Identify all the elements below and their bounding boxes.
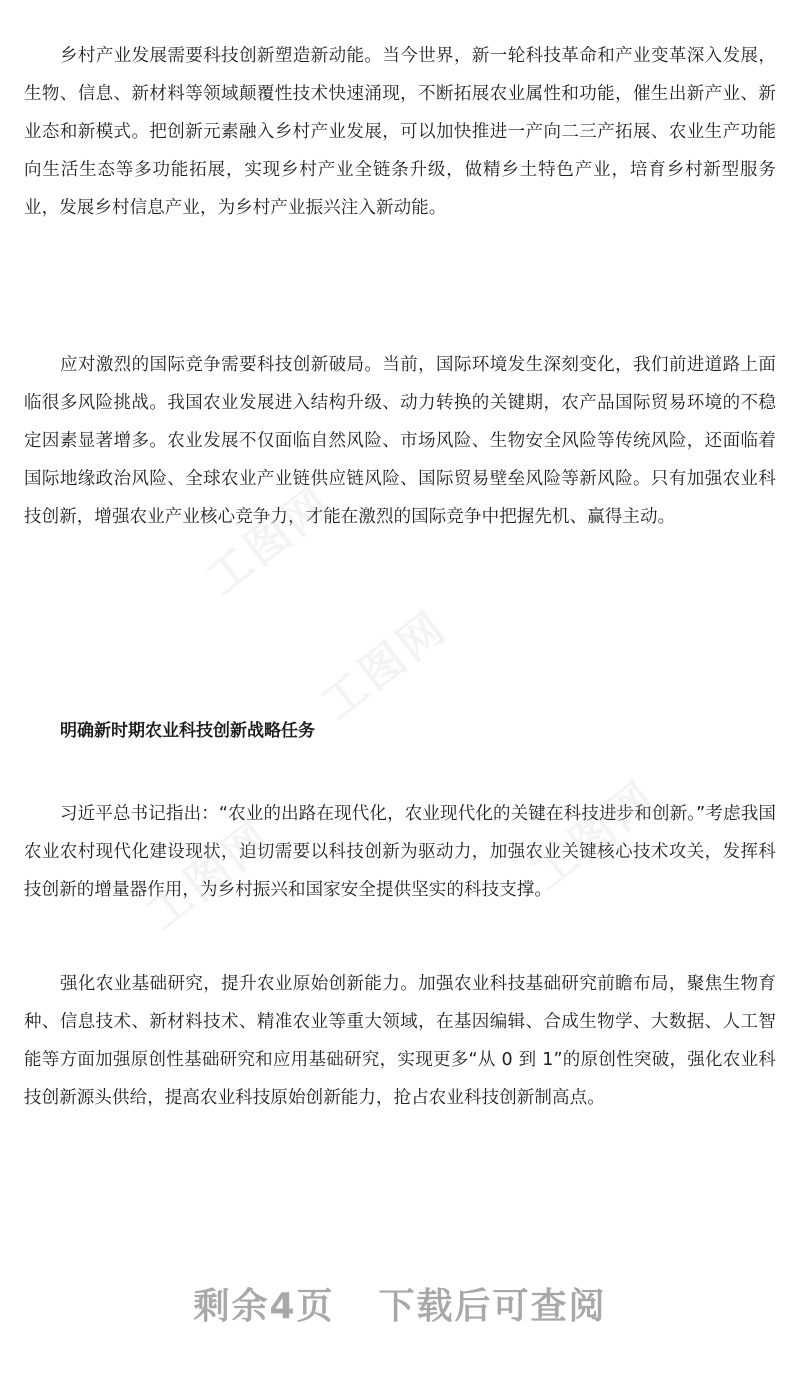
remaining-pages-label[interactable]: 剩余4页: [193, 1286, 335, 1327]
paragraph-international-competition: 应对激烈的国际竞争需要科技创新破局。当前，国际环境发生深刻变化，我们前进道路上面临很多风险挑战。我国农业发展进入结构升级、动力转换的关键期，农产品国际贸易环境的不稳定因素显著增多。农业发展不仅面临自然风险、市场风险、生物安全风险等传统风险，还面临着国际地缘政治风险、全球农业产业链供应链风险、国际贸易壁垒风险等新风险。只有加强农业科技创新，增强农业产业核心竞争力，才能在激烈的国际竞争中把握先机、赢得主动。: [24, 355, 776, 527]
paragraph-basic-research: 强化农业基础研究，提升农业原始创新能力。加强农业科技基础研究前瞻布局，聚焦生物育种、信息技术、新材料技术、精准农业等重大领域，在基因编辑、合成生物学、大数据、人工智能等方面加强原创性基础研究和应用基础研究，实现更多“从 0 到 1”的原创性突破，强化农业科技创新源头供给，提高农业科技原始创新能力，抢占农业科技创新制高点。: [24, 974, 776, 1108]
download-more-banner[interactable]: [0, 1278, 800, 1329]
paragraph-xi-quote: 习近平总书记指出：“农业的出路在现代化，农业现代化的关键在科技进步和创新。”考虑我国农业农村现代化建设现状，迫切需要以科技创新为驱动力，加强农业关键核心技术攻关，发挥科技创新的增量器作用，为乡村振兴和国家安全提供坚实的科技支撑。: [24, 804, 776, 900]
watermark-logo: 工图网: [197, 476, 343, 605]
paragraph-rural-industry: 乡村产业发展需要科技创新塑造新动能。当今世界，新一轮科技革命和产业变革深入发展，生物、信息、新材料等领域颠覆性技术快速涌现，不断拓展农业属性和功能，催生出新产业、新业态和新模式。把创新元素融入乡村产业发展，可以加快推进一产向二三产拓展、农业生产功能向生活生态等多功能拓展，实现乡村产业全链条升级，做精乡土特色产业，培育乡村新型服务业，发展乡村信息产业，为乡村产业振兴注入新动能。: [24, 46, 776, 218]
watermark-logo: 工图网: [137, 811, 283, 940]
watermark-logo: 工图网: [522, 771, 668, 900]
watermark-logo: 工图网: [312, 601, 458, 730]
download-prompt-label[interactable]: 下载后可查阅: [378, 1286, 607, 1327]
section-heading: 明确新时期农业科技创新战略任务: [60, 721, 315, 741]
